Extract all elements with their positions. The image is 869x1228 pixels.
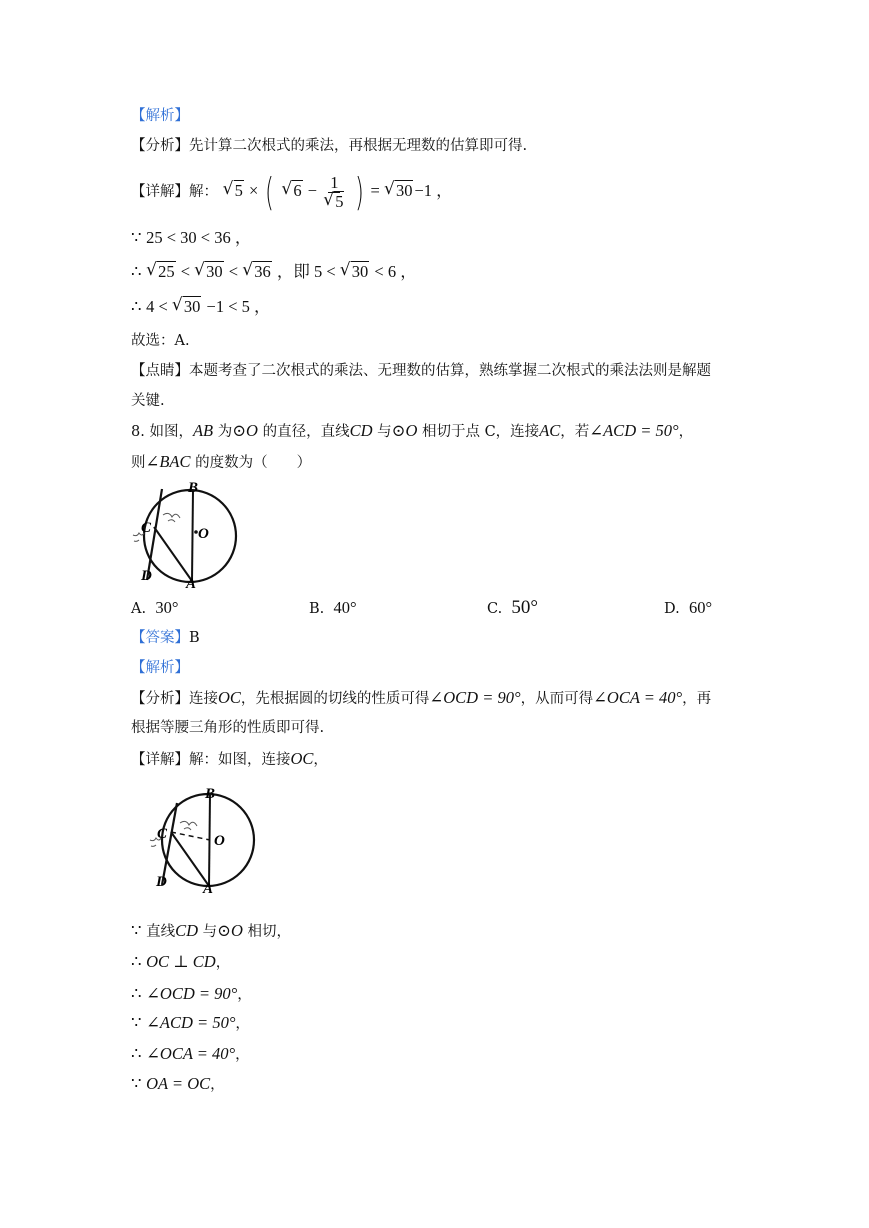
label-b: B xyxy=(188,480,199,496)
step-line: ∵ 直线CD 与⊙O 相切， xyxy=(131,921,291,940)
label-c-2: C xyxy=(157,826,168,842)
solution-line-2: 【详解】解：如图，连接OC， xyxy=(131,749,328,768)
answer-choice: 故选：A. xyxy=(131,333,190,349)
choice-c[interactable]: C. 50° xyxy=(487,597,539,618)
label-c: C xyxy=(141,520,152,536)
key-point-text: 本题考查了二次根式的乘法、无理数的估算，熟练掌握二次根式的乘法法则是解题 xyxy=(189,363,711,379)
label-o: O xyxy=(198,526,209,542)
chord-ac-2 xyxy=(171,832,209,886)
choice-row xyxy=(131,598,731,620)
choice-b[interactable]: B. 40° xyxy=(309,598,357,617)
sqrt-30: √ 30 xyxy=(384,170,414,212)
label-b-2: B xyxy=(205,786,216,802)
scribble-mark xyxy=(163,513,180,522)
fraction: 1 √ 5 xyxy=(323,174,345,211)
step-line: ∴ ∠OCA = 40°， xyxy=(131,1044,250,1063)
formula: √ 5 × ( √ 6 − 1 √ 5 ) = √ 30 −1 ， xyxy=(223,181,453,200)
step-line: ∴ 4 < √ 30 −1 < 5 ， xyxy=(131,297,271,318)
choice-d[interactable]: D. 60° xyxy=(664,598,713,617)
step-line: ∵ ∠ACD = 50°， xyxy=(131,1013,250,1032)
geometry-figure-2 xyxy=(140,783,260,898)
label-d-2: D xyxy=(156,874,167,890)
chord-ac xyxy=(154,527,192,581)
step-line: ∴ ∠OCD = 90°， xyxy=(131,984,252,1003)
sqrt-5: √ 5 xyxy=(223,170,244,212)
analysis-text: 先计算二次根式的乘法，再根据无理数的估算即可得. xyxy=(189,138,528,154)
geometry-figure xyxy=(128,478,246,590)
step-line: ∴ √ 25 < √ 30 < √ 36 ，即 5 < √ 30 < 6 ， xyxy=(131,262,417,283)
label-a: A xyxy=(186,576,197,590)
left-paren: ( xyxy=(265,170,275,215)
analysis-line-2: 【分析】连接OC，先根据圆的切线的性质可得∠OCD = 90°，从而可得∠OCA = 40°，再 xyxy=(131,688,712,707)
analysis-tag: 【分析】 xyxy=(131,138,189,154)
step-line: ∵ 25 < 30 < 36 ， xyxy=(131,228,252,247)
key-point-line xyxy=(131,361,711,381)
step-line: ∵ OA = OC， xyxy=(131,1074,225,1093)
solution-tag: 【详解】 xyxy=(131,184,189,200)
solution-prefix: 解： xyxy=(189,184,218,200)
choice-a[interactable]: A. 30° xyxy=(131,598,179,617)
analysis-heading: 【解析】 xyxy=(131,108,189,124)
circle-o xyxy=(144,490,236,582)
question-line-1: 8. 如图，AB 为⊙O 的直径，直线CD 与⊙O 相切于点 C，连接AC，若∠ACD = 50°， xyxy=(131,421,694,440)
label-a-2: A xyxy=(203,881,214,897)
right-paren: ) xyxy=(354,170,364,215)
label-o-2: O xyxy=(214,833,225,849)
analysis-heading-2: 【解析】 xyxy=(131,660,189,676)
scribble-mark xyxy=(180,821,197,830)
key-point-line-2: 关键. xyxy=(131,393,165,409)
label-d: D xyxy=(141,568,152,584)
question-line-2: 则∠BAC 的度数为（ ） xyxy=(131,452,312,471)
key-point-tag: 【点睛】 xyxy=(131,363,189,379)
solution-line xyxy=(131,170,453,213)
question-number: 8. xyxy=(131,424,145,440)
step-line: ∴ OC ⊥ CD， xyxy=(131,952,231,971)
diameter-ab xyxy=(192,490,193,581)
answer-line xyxy=(131,628,200,648)
sqrt-6: √ 6 xyxy=(281,170,302,212)
answer-value: B xyxy=(189,630,200,646)
analysis-line xyxy=(131,136,527,156)
analysis-line-2b: 根据等腰三角形的性质即可得. xyxy=(131,720,325,736)
answer-tag: 【答案】 xyxy=(131,630,189,646)
